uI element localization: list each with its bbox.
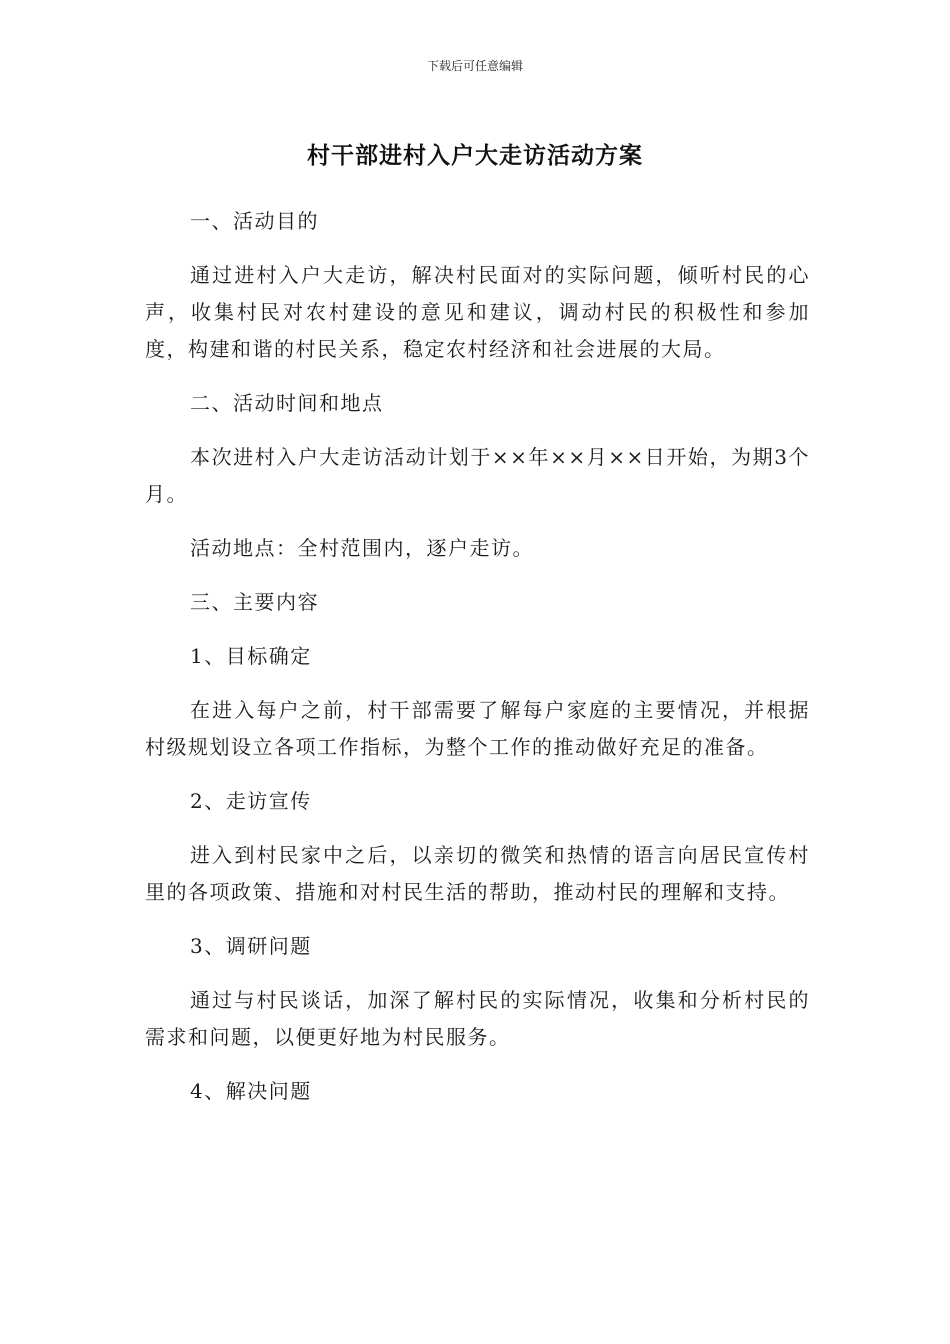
section-heading-purpose: 一、活动目的: [190, 209, 319, 233]
subheading-visit-publicity: 2、走访宣传: [190, 789, 312, 813]
subheading-goal-setting: 1、目标确定: [190, 644, 312, 668]
paragraph-goal-setting: 在进入每户之前，村干部需要了解每户家庭的主要情况，并根据村级规划设立各项工作指标，为整个工作的推动做好充足的准备。: [145, 698, 810, 759]
section-heading-time-place: 二、活动时间和地点: [190, 391, 384, 415]
paragraph-visit-publicity: 进入到村民家中之后，以亲切的微笑和热情的语言向居民宣传村里的各项政策、措施和对村民生活的帮助，推动村民的理解和支持。: [145, 843, 810, 904]
header-note: 下载后可任意编辑: [426, 59, 523, 73]
document-body: [145, 203, 810, 1127]
document-title: 村干部进村入户大走访活动方案: [307, 143, 643, 169]
subheading-solve-problems: 4、解决问题: [190, 1079, 312, 1103]
paragraph-time: 本次进村入户大走访活动计划于××年××月××日开始，为期3个月。: [145, 445, 810, 506]
paragraph-place: 活动地点：全村范围内，逐户走访。: [190, 536, 534, 560]
section-heading-main-content: 三、主要内容: [190, 590, 319, 614]
subheading-research: 3、调研问题: [190, 934, 312, 958]
paragraph-research: 通过与村民谈话，加深了解村民的实际情况，收集和分析村民的需求和问题，以便更好地为村民服务。: [145, 988, 810, 1049]
paragraph-purpose: 通过进村入户大走访，解决村民面对的实际问题，倾听村民的心声，收集村民对农村建设的意见和建议，调动村民的积极性和参加度，构建和谐的村民关系，稳定农村经济和社会进展的大局。: [145, 263, 810, 361]
